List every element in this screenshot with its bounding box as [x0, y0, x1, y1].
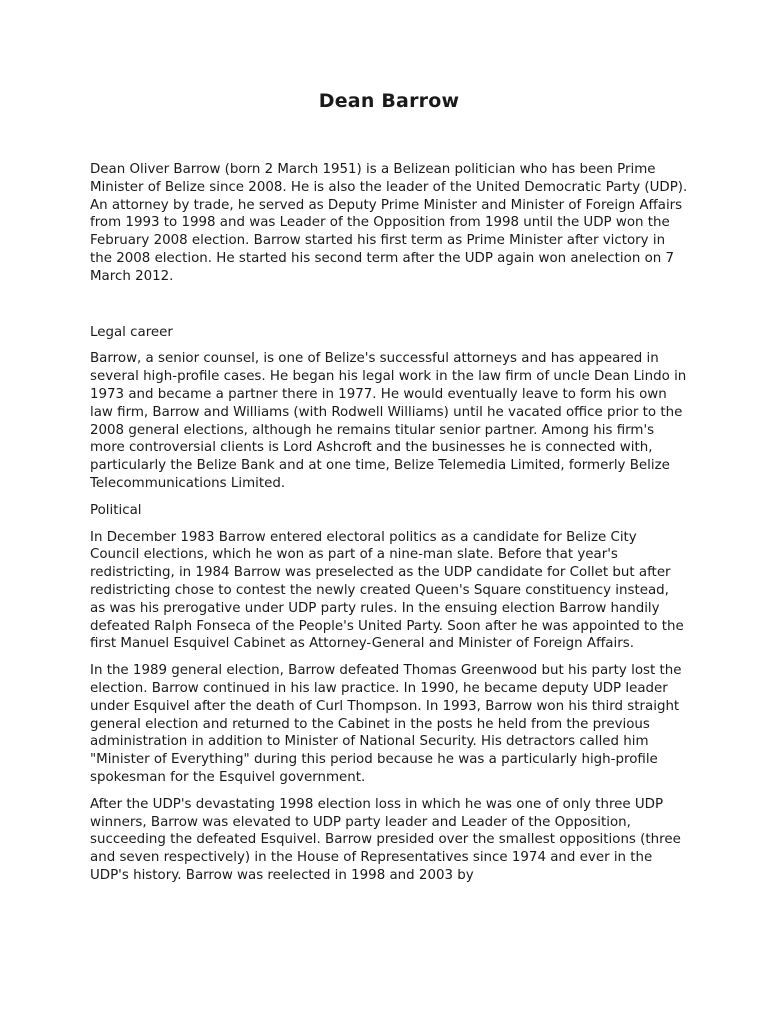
section-heading: Legal career: [90, 324, 173, 340]
body-paragraph: In the 1989 general election, Barrow defeated Thomas Greenwood but his party lost the election. Barrow continued in his law practice. In 1990, he became deputy UDP leader under Esquivel after the death of Curl Thompson. In 1993, Barrow won his third straight general election and returned to the Cabinet in the posts he held from the previous administration in addition to Minister of National Security. His detractors called him "Minister of Everything" during this period because he was a particularly high-profile spokesman for the Esquivel government.: [90, 663, 682, 785]
document-page: [90, 90, 688, 894]
intro-paragraph: Dean Oliver Barrow (born 2 March 1951) is a Belizean politician who has been Prime Minister of Belize since 2008. He is also the leader of the United Democratic Party (UDP). An attorney by trade, he served as Deputy Prime Minister and Minister of Foreign Affairs from 1993 to 1998 and was Leader of the Opposition from 1998 until the UDP won the February 2008 election. Barrow started his first term as Prime Minister after victory in the 2008 election. He started his second term after the UDP again won anelection on 7 March 2012.: [90, 162, 688, 284]
section-political: [90, 502, 688, 885]
body-paragraph: Barrow, a senior counsel, is one of Belize's successful attorneys and has appeared in several high-profile cases. He began his legal work in the law firm of uncle Dean Lindo in 1973 and became a partner there in 1977. He would eventually leave to form his own law firm, Barrow and Williams (with Rodwell Williams) until he vacated office prior to the 2008 general elections, although he remains titular senior partner. Among his firm's more controversial clients is Lord Ashcroft and the businesses he is connected with, particularly the Belize Bank and at one time, Belize Telemedia Limited, formerly Belize Telecommunications Limited.: [90, 351, 687, 491]
section-legal-career: [90, 324, 688, 493]
body-paragraph: After the UDP's devastating 1998 election loss in which he was one of only three UDP winners, Barrow was elevated to UDP party leader and Leader of the Opposition, succeeding the defeated Esquivel. Barrow presided over the smallest oppositions (three and seven respectively) in the House of Representatives since 1974 and ever in the UDP's history. Barrow was reelected in 1998 and 2003 by: [90, 796, 681, 883]
body-paragraph: In December 1983 Barrow entered electoral politics as a candidate for Belize City Council elections, which he won as part of a nine-man slate. Before that year's redistricting, in 1984 Barrow was preselected as the UDP candidate for Collet but after redistricting chose to contest the newly created Queen's Square constituency instead, as was his prerogative under UDP party rules. In the ensuing election Barrow handily defeated Ralph Fonseca of the People's United Party. Soon after he was appointed to the first Manuel Esquivel Cabinet as Attorney-General and Minister of Foreign Affairs.: [90, 529, 684, 652]
document-title: Dean Barrow: [318, 90, 460, 112]
section-heading: Political: [90, 502, 142, 518]
